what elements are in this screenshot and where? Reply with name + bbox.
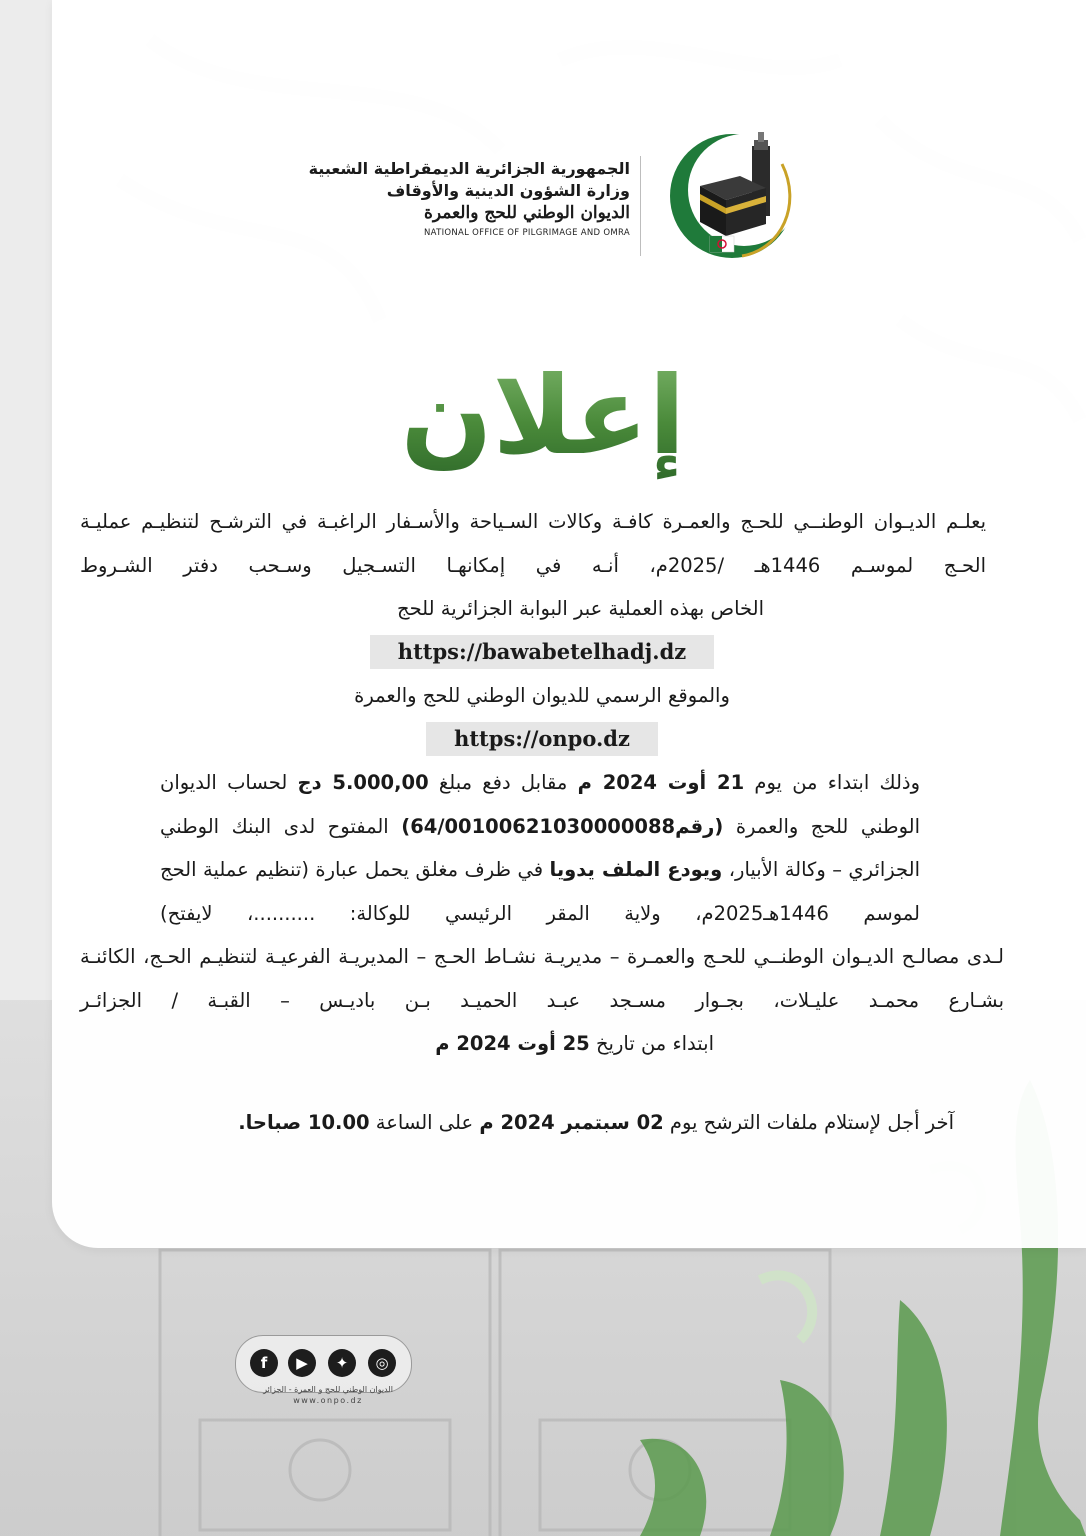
- country-name: الجمهورية الجزائرية الديمقراطية الشعبية: [308, 159, 630, 178]
- payment-start-date: 21 أوت 2024 م: [577, 771, 745, 794]
- spacer: [80, 1066, 1004, 1101]
- header-divider: [640, 156, 641, 256]
- deadline-hour-label: على الساعة: [375, 1110, 474, 1134]
- office-name-english: NATIONAL OFFICE OF PILGRIMAGE AND OMRA: [423, 228, 630, 238]
- deposit-instruction: ويودع الملف يدويا: [549, 858, 723, 881]
- instagram-icon[interactable]: ◎: [368, 1349, 396, 1377]
- intro-paragraph-end: الخاص بهذه العملية عبر البوابة الجزائرية للحج: [396, 597, 764, 620]
- office-name: الديوان الوطني للحج والعمرة: [423, 203, 630, 223]
- payment-start-text: وذلك ابتداء من يوم: [754, 771, 920, 794]
- official-site-link[interactable]: https://onpo.dz: [426, 722, 658, 756]
- facebook-icon[interactable]: f: [250, 1349, 278, 1377]
- address-paragraph: لـدى مصالـح الديـوان الوطنــي للحـج والعمـرة – مديريـة نشـاط الحـج – المديريـة الفرعيـة لتنظيـم الحـج، الكائنـة بشـارع محمـد عليـلات، بجـوار مسـجد عبـد الحميـد بـن باديـس – القبـة / الجزائـر: [80, 945, 1004, 1012]
- youtube-icon[interactable]: ▶: [288, 1349, 316, 1377]
- payment-amount-label: مقابل دفع مبلغ: [438, 771, 568, 794]
- official-site-text: والموقع الرسمي للديوان الوطني للحج والعمرة: [354, 684, 730, 707]
- account-number: (رقم64/00100621030000088): [401, 814, 724, 838]
- payment-amount: 5.000,00 دج: [297, 771, 429, 794]
- bank-text: المفتوح لدى البنك الوطني الجزائري – وكالة الأبيار،: [160, 814, 920, 881]
- intro-paragraph: يعلـم الديـوان الوطنــي للحـج والعمـرة كافـة وكالات السـياحة والأسـفار الراغبـة في الترشـح لتنظيـم عمليـة الحـج لموسـم 1446هـ /2025م، أنـه في إمكانهـا التسـجيل وسـحب دفتر الشـروط: [80, 510, 987, 577]
- deposit-start-date: 25 أوت 2024 م: [435, 1032, 590, 1055]
- deadline-time: 10.00 صباحا.: [238, 1110, 370, 1134]
- deadline-text: آخر أجل لإستلام ملفات الترشح يوم: [669, 1110, 954, 1134]
- url-row-1: [80, 631, 1004, 675]
- payment-paragraph: [80, 761, 1004, 935]
- deposit-start-line: [80, 1022, 1004, 1066]
- header: [308, 120, 810, 270]
- institution-block: [308, 158, 630, 238]
- deadline-line: [80, 1101, 1004, 1145]
- deadline-date: 02 سبتمبر 2024 م: [479, 1110, 664, 1134]
- account-holder-text: لحساب الديوان الوطني للحج والعمرة: [160, 771, 920, 838]
- ministry-name: وزارة الشؤون الدينية والأوقاف: [386, 181, 630, 200]
- url-row-2: [80, 718, 1004, 762]
- portal-link[interactable]: https://bawabetelhadj.dz: [370, 635, 714, 669]
- envelope-text: في ظرف مغلق يحمل عبارة (تنظيم عملية الحج لموسم 1446هـ2025م، ولاية المقر الرئيسي للوكالة: ..........، لايفتح): [160, 858, 920, 925]
- announcement-title: إعلان: [0, 352, 1086, 482]
- deposit-start-text: ابتداء من تاريخ: [595, 1032, 714, 1055]
- twitter-icon[interactable]: ✦: [328, 1349, 356, 1377]
- footer-website[interactable]: www.onpo.dz: [293, 1396, 363, 1405]
- onpo-logo-icon: [662, 124, 802, 264]
- announcement-body: [80, 500, 1004, 1144]
- footer-caption: [248, 1384, 408, 1406]
- footer-org-name: الديوان الوطني للحج و العمرة - الجزائر: [263, 1385, 393, 1394]
